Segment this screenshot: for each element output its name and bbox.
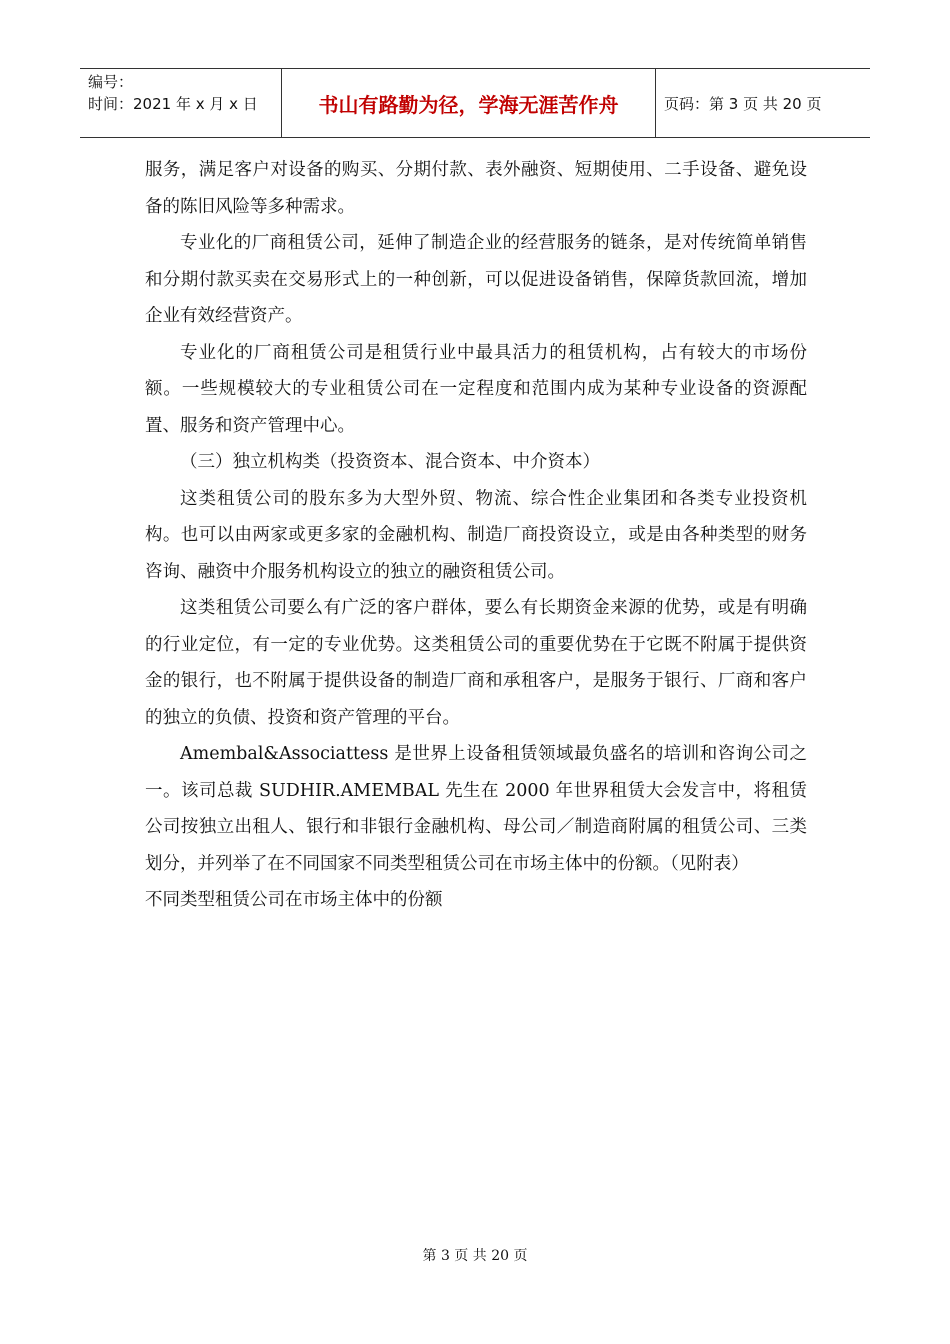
document-body bbox=[145, 152, 807, 919]
paragraph: 专业化的厂商租赁公司是租赁行业中最具活力的租赁机构，占有较大的市场份额。一些规模较大的专业租赁公司在一定程度和范围内成为某种专业设备的资源配置、服务和资产管理中心。 bbox=[145, 342, 807, 436]
section-heading: （三）独立机构类（投资资本、混合资本、中介资本） bbox=[180, 452, 600, 472]
page-header bbox=[80, 68, 870, 138]
header-page-info: 页码：第 3 页 共 20 页 bbox=[664, 94, 822, 113]
paragraph: 这类租赁公司要么有广泛的客户群体，要么有长期资金来源的优势，或是有明确的行业定位，有一定的专业优势。这类租赁公司的重要优势在于它既不附属于提供资金的银行，也不附属于提供设备的制造厂商和承租客户，是服务于银行、厂商和客户的独立的负债、投资和资产管理的平台。 bbox=[145, 598, 807, 728]
paragraph: 服务，满足客户对设备的购买、分期付款、表外融资、短期使用、二手设备、避免设备的陈旧风险等多种需求。 bbox=[145, 160, 807, 217]
paragraph: Amembal&Associattess 是世界上设备租赁领域最负盛名的培训和咨询公司之一。该司总裁 SUDHIR.AMEMBAL 先生在 2000 年世界租赁大会发言中，将租赁公司按独立出租人、银行和非银行金融机构、母公司／制造商附属的租赁公司、三类划分，并列举了在不同国家不同类型租赁公司在市场主体中的份额。（见附表） bbox=[145, 744, 807, 874]
table-caption: 不同类型租赁公司在市场主体中的份额 bbox=[145, 890, 443, 910]
paragraph: 专业化的厂商租赁公司，延伸了制造企业的经营服务的链条，是对传统简单销售和分期付款买卖在交易形式上的一种创新，可以促进设备销售，保障货款回流，增加企业有效经营资产。 bbox=[145, 233, 807, 326]
header-motto: 书山有路勤为径，学海无涯苦作舟 bbox=[282, 69, 656, 137]
header-meta bbox=[80, 69, 282, 137]
document-number: 编号： bbox=[88, 73, 134, 91]
document-date: 时间：2021 年 x 月 x 日 bbox=[88, 95, 258, 113]
page-footer: 第 3 页 共 20 页 bbox=[422, 1248, 528, 1264]
paragraph: 这类租赁公司的股东多为大型外贸、物流、综合性企业集团和各类专业投资机构。也可以由两家或更多家的金融机构、制造厂商投资设立，或是由各种类型的财务咨询、融资中介服务机构设立的独立的融资租赁公司。 bbox=[145, 488, 807, 582]
